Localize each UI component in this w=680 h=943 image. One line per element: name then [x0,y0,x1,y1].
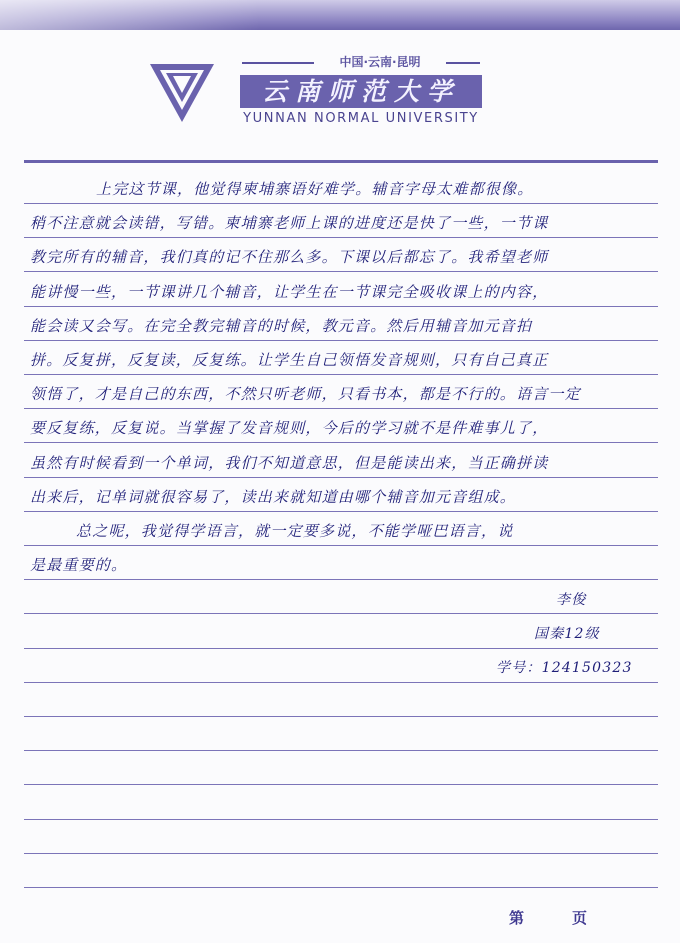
ruled-line [24,374,658,375]
text-line-9: 虽然有时候看到一个单词，我们不知道意思，但是能读出来，当正确拼读 [30,454,549,472]
ruled-line [24,750,658,751]
ruled-line [24,477,658,478]
text-line-7: 领悟了，才是自己的东西，不然只听老师，只看书本，都是不行的。语言一定 [30,385,581,403]
student-id: 学号：124150323 [496,660,633,676]
ruled-line [24,340,658,341]
header-divider [24,160,658,163]
university-location: 中国·云南·昆明 [339,55,421,69]
ruled-line [24,306,658,307]
ruled-line [24,203,658,204]
text-line-12: 是最重要的。 [30,556,128,574]
university-name-cn: 云南师范大学 [240,75,482,108]
ruled-line [24,408,658,409]
logo-rule-right [446,62,480,64]
ruled-line [24,237,658,238]
ruled-line [24,545,658,546]
text-line-4: 能讲慢一些，一节课讲几个辅音，让学生在一节课完全吸收课上的内容， [30,283,549,301]
top-color-band [0,0,680,30]
ruled-line [24,853,658,854]
ruled-line [24,579,658,580]
text-line-2: 稍不注意就会读错，写错。柬埔寨老师上课的进度还是快了一些，一节课 [30,214,549,232]
triangle-v-emblem-icon [148,60,216,124]
ruled-line [24,682,658,683]
band-highlight [0,0,260,30]
ruled-line [24,784,658,785]
ruled-line [24,271,658,272]
text-line-11: 总之呢，我觉得学语言，就一定要多说，不能学哑巴语言，说 [76,522,514,540]
text-line-3: 教完所有的辅音，我们真的记不住那么多。下课以后都忘了。我希望老师 [30,248,549,266]
ruled-line [24,511,658,512]
ruled-line [24,613,658,614]
ruled-line [24,819,658,820]
text-line-1: 上完这节课，他觉得柬埔寨语好难学。辅音字母太难都很像。 [96,180,534,198]
ruled-line [24,442,658,443]
author-name: 李俊 [556,592,587,608]
ruled-line [24,648,658,649]
text-line-10: 出来后，记单词就很容易了，读出来就知道由哪个辅音加元音组成。 [30,488,517,506]
page-label-suffix: 页 [572,909,588,927]
ruled-line [24,716,658,717]
author-class: 国秦12级 [534,626,600,642]
university-name-en: YUNNAN NORMAL UNIVERSITY [243,111,479,126]
text-line-5: 能会读又会写。在完全教完辅音的时候，教元音。然后用辅音加元音拍 [30,317,533,335]
ruled-line [24,887,658,888]
text-line-8: 要反复练，反复说。当掌握了发音规则，今后的学习就不是件难事儿了， [30,419,549,437]
text-line-6: 拼。反复拼，反复读，反复练。让学生自己领悟发音规则，只有自己真正 [30,351,549,369]
logo-rule-left [242,62,314,64]
page-label-prefix: 第 [509,909,525,927]
